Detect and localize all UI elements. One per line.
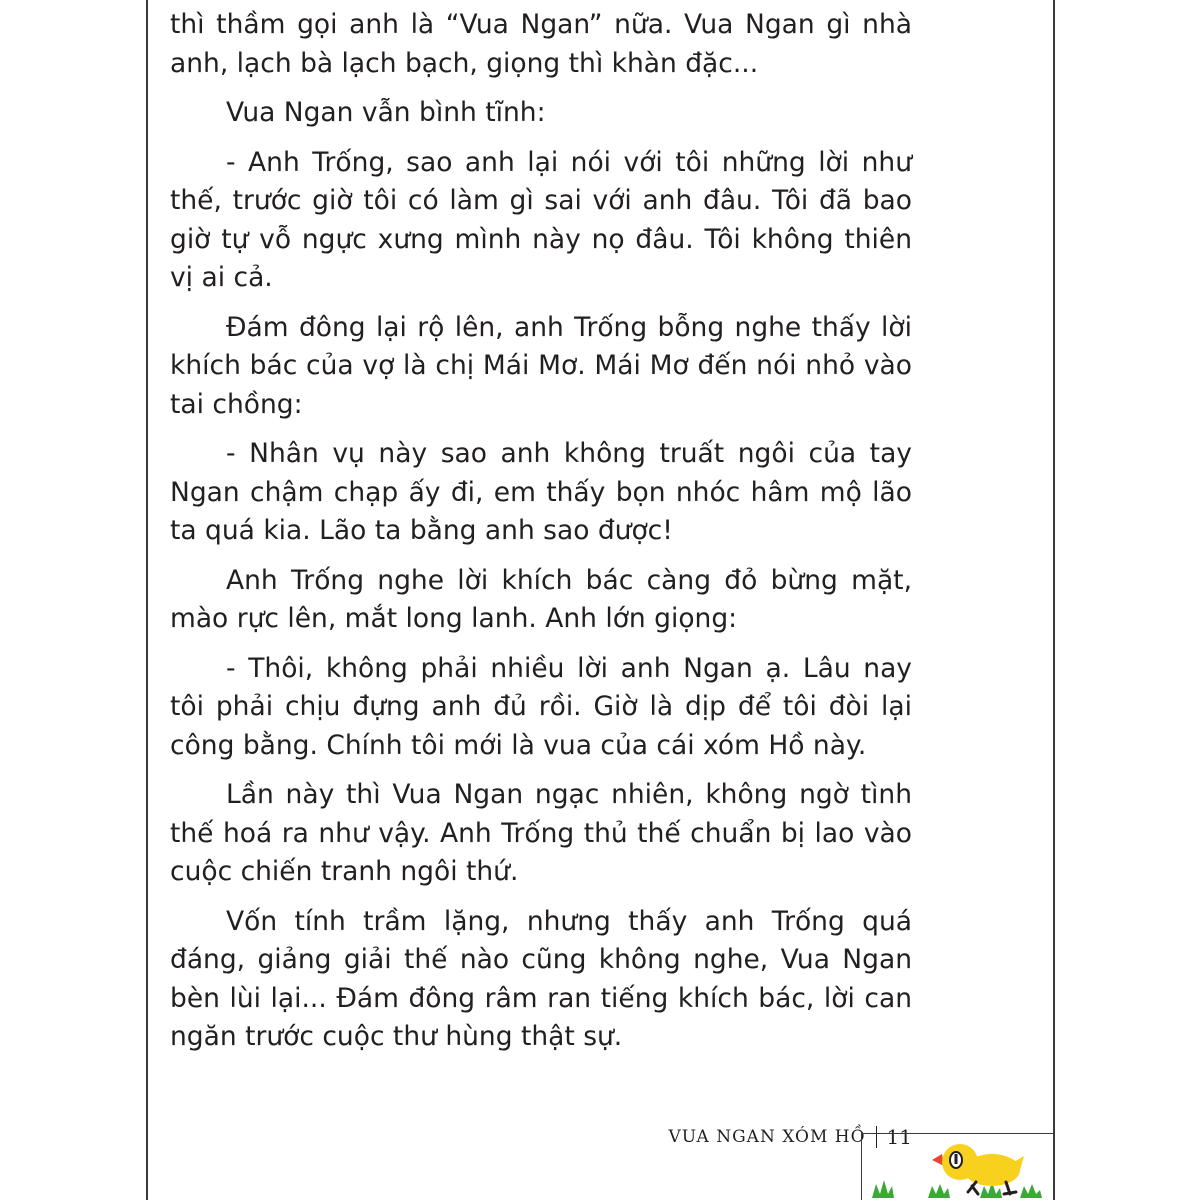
paragraph: - Thôi, không phải nhiều lời anh Ngan ạ. Lâu nay tôi phải chịu đựng anh đủ rồi. Giờ là dịp để tôi đòi lại công bằng. Chính tôi mới là vua của cái xóm Hồ này. [170, 652, 912, 761]
grass-icon [1020, 1184, 1042, 1198]
paragraph: - Nhân vụ này sao anh không truất ngôi của tay Ngan chậm chạp ấy đi, em thấy bọn nhóc hâm mộ lão ta quá kia. Lão ta bằng anh sao được! [170, 438, 912, 546]
paragraph: - Anh Trống, sao anh lại nói với tôi những lời như thế, trước giờ tôi có làm gì sai với anh đâu. Tôi đã bao giờ tự vỗ ngực xưng mình này nọ đâu. Tôi không thiên vị ai cả. [170, 146, 912, 293]
paragraph: Đám đông lại rộ lên, anh Trống bỗng nghe thấy lời khích bác của vợ là chị Mái Mơ. Mái Mơ đến nói nhỏ vào tai chồng: [170, 311, 912, 420]
paragraph: Vua Ngan vẫn bình tĩnh: [226, 97, 546, 128]
duckling-icon [868, 1140, 1052, 1200]
paragraph: Anh Trống nghe lời khích bác càng đỏ bừng mặt, mào rực lên, mắt long lanh. Anh lớn giọng: [170, 564, 912, 634]
running-title: VUA NGAN XÓM HỒ [668, 1127, 866, 1147]
paragraph: thì thầm gọi anh là “Vua Ngan” nữa. Vua Ngan gì nhà anh, lạch bà lạch bạch, giọng thì khàn đặc... [170, 9, 912, 79]
paragraph: Lần này thì Vua Ngan ngạc nhiên, không ngờ tình thế hoá ra như vậy. Anh Trống thủ thế chuẩn bị lao vào cuộc chiến tranh ngôi thứ. [170, 779, 912, 887]
grass-icon [872, 1180, 894, 1198]
body-text [170, 6, 912, 1068]
grass-icon [928, 1184, 950, 1198]
paragraph: Vốn tính trầm lặng, nhưng thấy anh Trống quá đáng, giảng giải thế nào cũng không nghe, Vua Ngan bèn lùi lại... Đám đông râm ran tiếng khích bác, lời can ngăn trước cuộc thư hùng thật sự. [170, 905, 912, 1052]
page-number: 11 [886, 1125, 912, 1149]
